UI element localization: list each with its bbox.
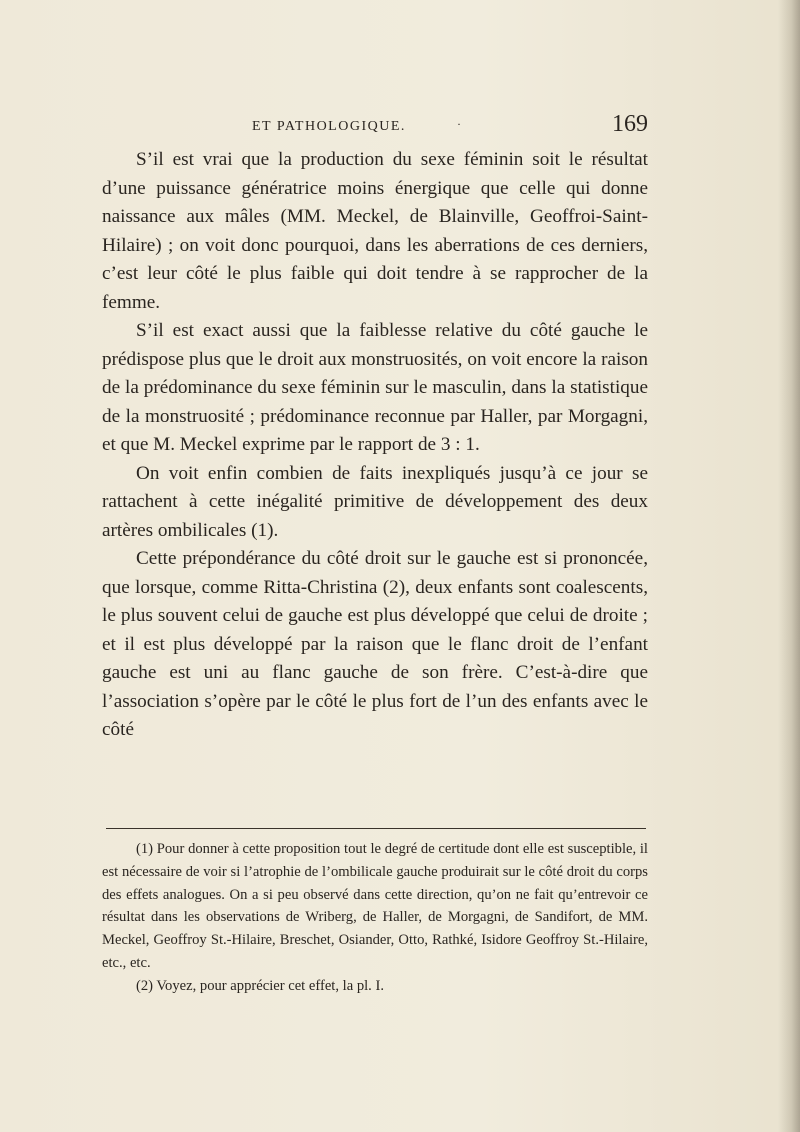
running-head-title: ET PATHOLOGIQUE.: [252, 119, 406, 134]
footnotes: [102, 838, 648, 998]
footnote-2: (2) Voyez, pour apprécier cet effet, la pl. I.: [136, 977, 384, 994]
page-edge-shadow: [778, 0, 800, 1132]
body-text: [102, 146, 648, 745]
footnote-divider: [106, 828, 646, 829]
running-head: [252, 111, 648, 141]
footnote-1: (1) Pour donner à cette proposition tout le degré de certitude dont elle est susceptible, il est nécessaire de voir si l’atrophie de l’ombilicale gauche produirait sur le côté droit du corps des effets analogues. On a si peu observé dans cette direction, qu’on ne fait qu’entrevoir ce résultat dans les observations de Wriberg, de Haller, de Morgagni, de Sandifort, de MM. Meckel, Geoffroy St.-Hilaire, Breschet, Osiander, Otto, Rathké, Isidore Geoffroy St.-Hilaire, etc., etc.: [102, 841, 648, 971]
running-head-dot: ·: [457, 117, 463, 131]
paragraph-1: S’il est vrai que la production du sexe féminin soit le résultat d’une puissance génératrice moins énergique que celle qui donne naissance aux mâles (MM. Meckel, de Blainville, Geoffroi-Saint-Hilaire) ; on voit donc pourquoi, dans les aberrations de ces derniers, c’est leur côté le plus faible qui doit tendre à se rapprocher de la femme.: [102, 149, 648, 313]
paragraph-3: On voit enfin combien de faits inexpliqués jusqu’à ce jour se rattachent à cette inégalité primitive de développement des deux artères ombilicales (1).: [102, 462, 648, 541]
paragraph-2: S’il est exact aussi que la faiblesse relative du côté gauche le prédispose plus que le droit aux monstruosités, on voit encore la raison de la prédominance du sexe féminin sur le masculin, dans la statistique de la monstruosité ; prédominance reconnue par Haller, par Morgagni, et que M. Meckel exprime par le rapport de 3 : 1.: [102, 320, 648, 455]
paragraph-4: Cette prépondérance du côté droit sur le gauche est si prononcée, que lorsque, comme Ritta-Christina (2), deux enfants sont coalescents, le plus souvent celui de gauche est plus développé que celui de droite ; et il est plus développé par la raison que le flanc droit de l’enfant gauche est uni au flanc gauche de son frère. C’est-à-dire que l’association s’opère par le côté le plus fort de l’un des enfants avec le côté: [102, 548, 648, 740]
page-number: 169: [612, 111, 648, 137]
